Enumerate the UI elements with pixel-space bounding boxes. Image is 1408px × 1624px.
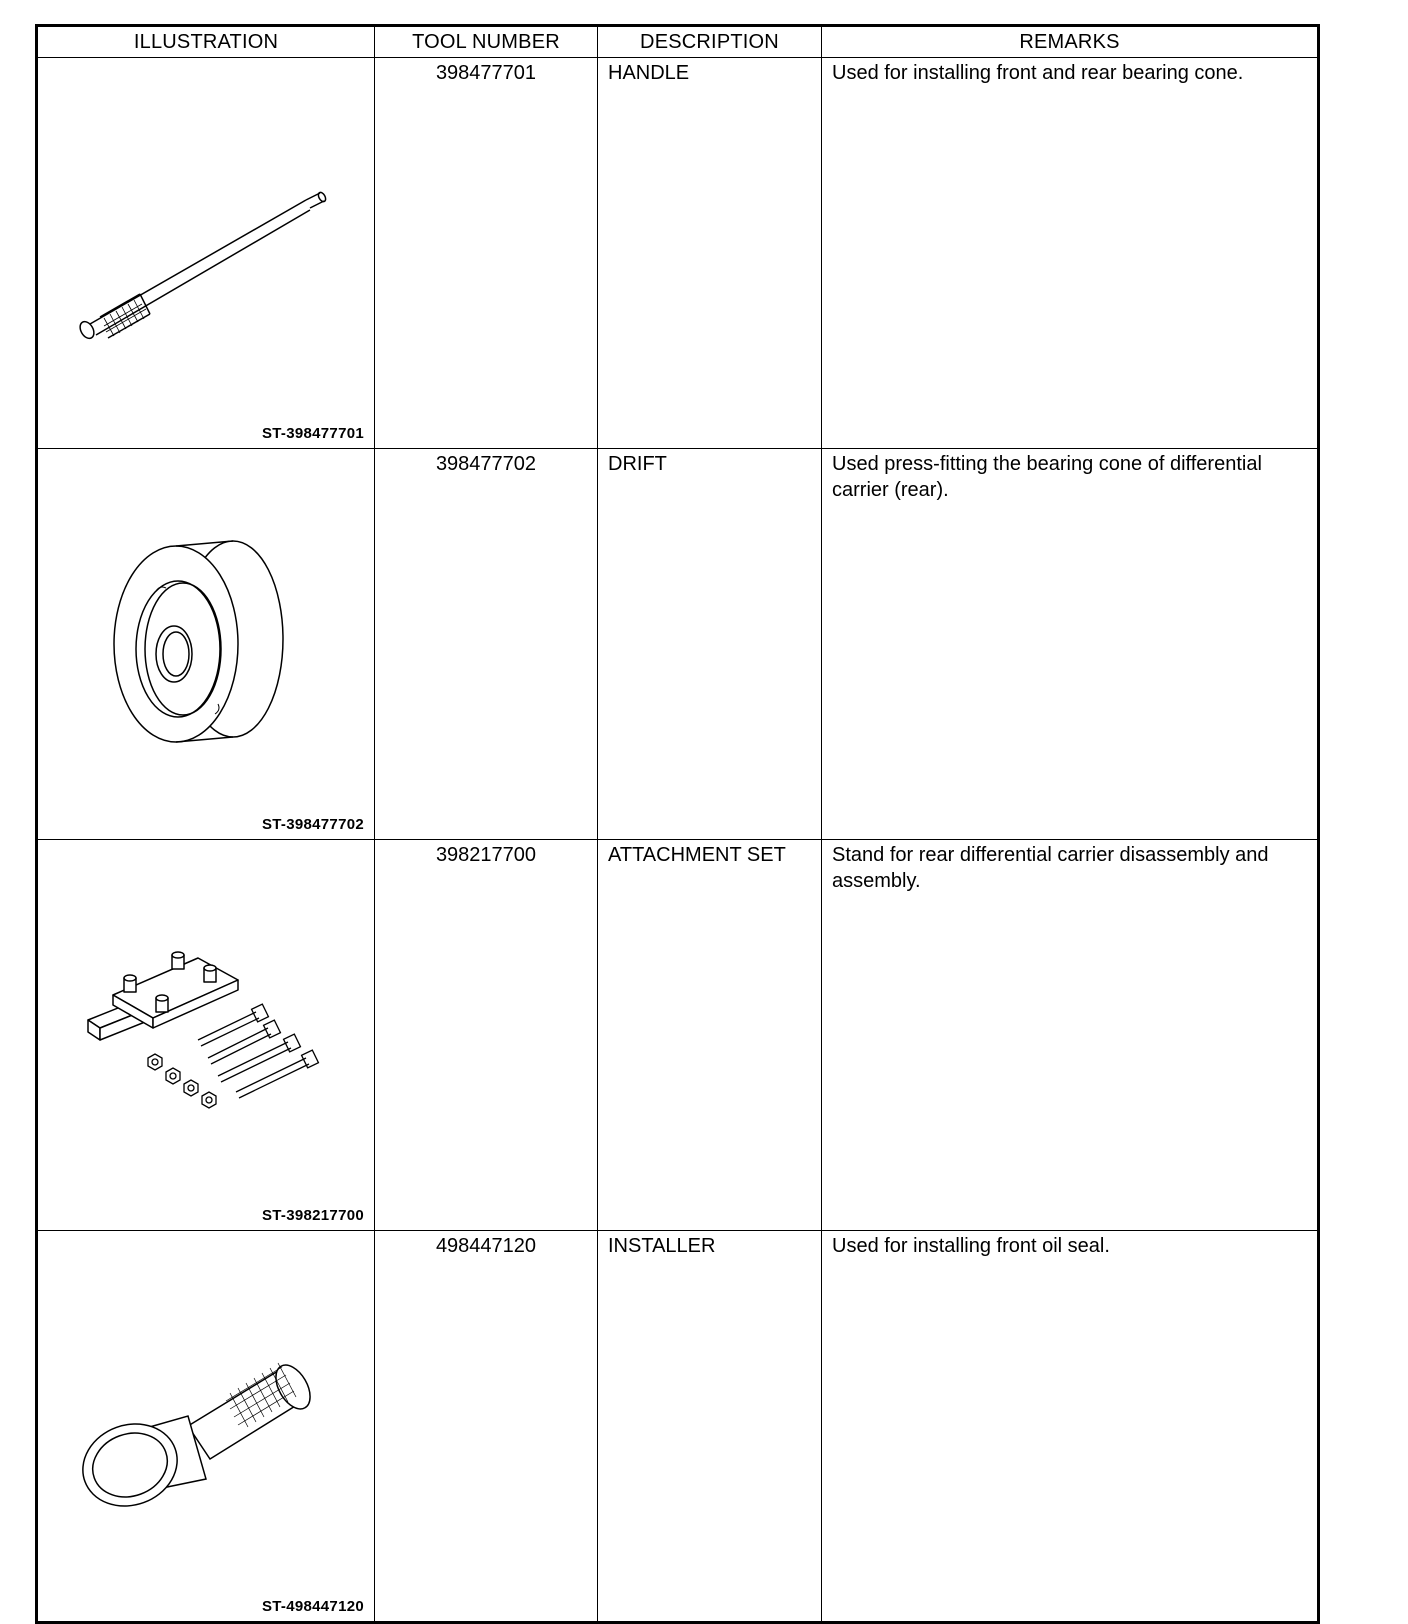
- installer-illustration: [38, 1231, 376, 1617]
- drift-illustration: [38, 449, 376, 835]
- table-row: [37, 58, 1319, 449]
- handle-illustration: [38, 58, 376, 444]
- tool-remarks: Used press-fitting the bearing cone of differential carrier (rear).: [822, 449, 1319, 840]
- illustration-cell: [37, 449, 375, 840]
- tool-description: ATTACHMENT SET: [598, 840, 822, 1231]
- illustration-code: ST-498447120: [261, 1598, 364, 1615]
- tool-number: 398217700: [375, 840, 598, 1231]
- table-row: [37, 449, 1319, 840]
- tool-remarks: Stand for rear differential carrier disassembly and assembly.: [822, 840, 1319, 1231]
- tool-number: 398477702: [375, 449, 598, 840]
- tool-number: 498447120: [375, 1231, 598, 1623]
- illustration-code: ST-398477702: [261, 816, 364, 833]
- header-row: [37, 26, 1319, 58]
- tool-number: 398477701: [375, 58, 598, 449]
- tool-remarks: Used for installing front and rear bearing cone.: [822, 58, 1319, 449]
- illustration-code: ST-398217700: [261, 1207, 364, 1224]
- illustration-cell: [37, 840, 375, 1231]
- illustration-cell: [37, 1231, 375, 1623]
- header-description: DESCRIPTION: [598, 26, 822, 58]
- tool-description: HANDLE: [598, 58, 822, 449]
- tool-remarks: Used for installing front oil seal.: [822, 1231, 1319, 1623]
- special-tools-table: [35, 24, 1320, 1624]
- attachment-set-illustration: [38, 840, 376, 1226]
- illustration-code: ST-398477701: [261, 425, 364, 442]
- illustration-cell: [37, 58, 375, 449]
- table-row: [37, 840, 1319, 1231]
- header-tool-number: TOOL NUMBER: [375, 26, 598, 58]
- header-illustration: ILLUSTRATION: [37, 26, 375, 58]
- table-row: [37, 1231, 1319, 1623]
- header-remarks: REMARKS: [822, 26, 1319, 58]
- tool-description: INSTALLER: [598, 1231, 822, 1623]
- tool-description: DRIFT: [598, 449, 822, 840]
